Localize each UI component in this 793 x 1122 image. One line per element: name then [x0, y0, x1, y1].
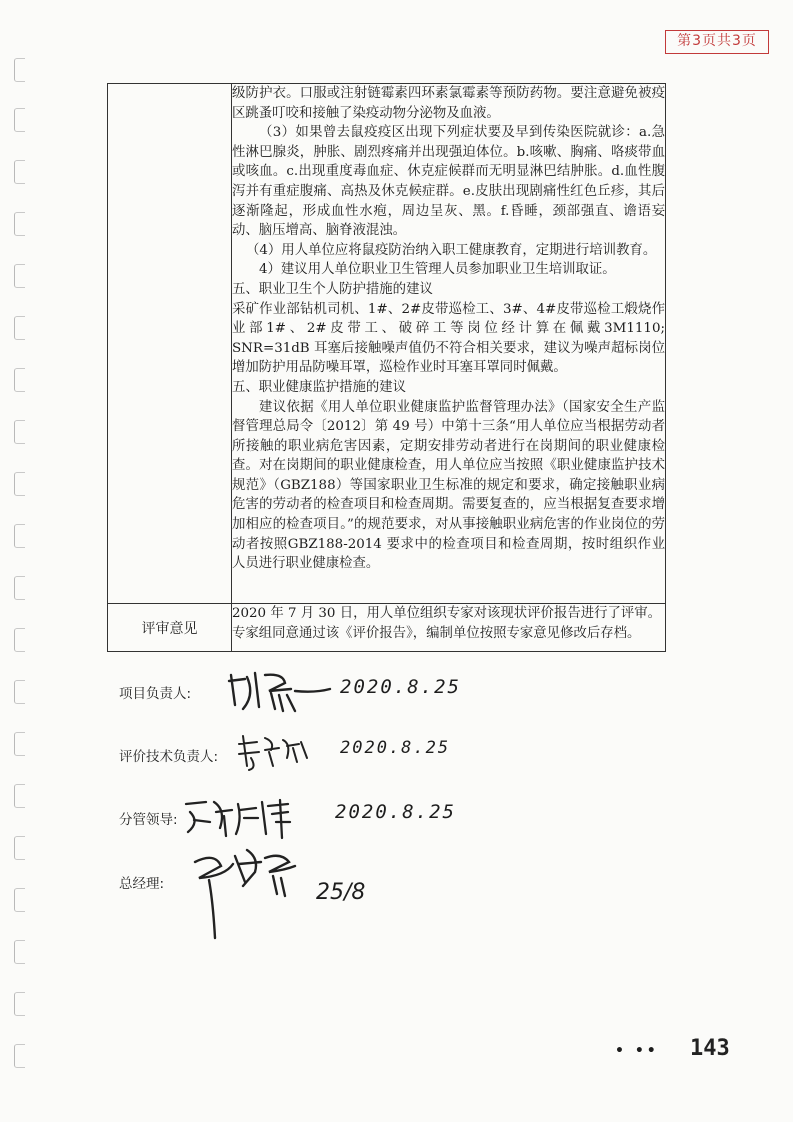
section-heading-ppe: 五、职业卫生个人防护措施的建议	[232, 281, 433, 297]
date-project-lead: 2020.8.25	[340, 676, 461, 698]
evaluation-table	[107, 83, 666, 652]
section-heading-health: 五、职业健康监护措施的建议	[232, 379, 407, 395]
review-line-1: 2020 年 7 月 30 日，用人单位组织专家对该现状评价报告进行了评审。	[232, 606, 662, 621]
review-opinion-cell	[232, 604, 666, 652]
paragraph-0: 级防护衣。口服或注射链霉素四环素氯霉素等预防药物。要注意避免被疫区跳蚤叮咬和接触了染疫动物分泌物及血液。	[232, 86, 665, 121]
signer-role-general-manager: 总经理:	[119, 876, 165, 892]
page-number: 143	[690, 1036, 730, 1061]
signature-tech-lead	[235, 728, 320, 772]
signer-role-supervisor: 分管领导:	[119, 812, 178, 828]
binding-holes	[14, 40, 28, 1100]
review-label: 评审意见	[108, 604, 232, 652]
date-supervisor: 2020.8.25	[335, 801, 456, 823]
page-count-stamp: 第3页共3页	[665, 30, 769, 54]
paragraph-ppe: 采矿作业部钻机司机、1#、2#皮带巡检工、3#、4#皮带巡检工煅烧作业部1#、2#皮带工、破碎工等岗位经计算在佩戴3M1110; SNR=31dB 耳塞后接触噪声值仍不符合相关要求，建议为噪声超标岗位增加防护用品防噪耳罩，巡检作业时耳塞耳罩同时佩戴。	[232, 301, 665, 376]
signature-supervisor	[180, 792, 305, 842]
date-general-manager: 25/8	[316, 880, 366, 905]
paragraph-3: 4）建议用人单位职业卫生管理人员参加职业卫生培训取证。	[259, 262, 616, 278]
paragraph-health: 建议依据《用人单位职业健康监护监督管理办法》（国家安全生产监督管理总局令〔2012〕第 49 号）中第十三条“用人单位应当根据劳动者所接触的职业病危害因素，定期安排劳动者进行在岗期间的职业健康检查。对在岗期间的职业健康检查，用人单位应当按照《职业健康监护技术规范》（GBZ188）等国家职业卫生标准的规定和要求，确定接触职业病危害的劳动者的检查项目和检查周期。需要复查的，应当根据复查要求增加相应的检查项目。”的规范要求，对从事接触职业病危害的作业岗位的劳动者按照GBZ188-2014 要求中的检查项目和检查周期，按时组织作业人员进行职业健康检查。	[232, 399, 665, 572]
signature-project-lead	[225, 665, 335, 715]
recommendations-cell	[232, 84, 666, 604]
signer-role-tech-lead: 评价技术负责人:	[119, 749, 219, 765]
signature-general-manager	[185, 842, 305, 942]
review-line-2: 专家组同意通过该《评价报告》，编制单位按照专家意见修改后存档。	[232, 625, 641, 641]
paragraph-1: （3）如果曾去鼠疫疫区出现下列症状要及早到传染医院就诊：a.急性淋巴腺炎，肿胀、剧烈疼痛并出现强迫体位。b.咳嗽、胸痛、咯痰带血或咳血。c.出现重度毒血症、休克症候群而无明显淋巴结肿胀。d.血性腹泻并有重症腹痛、高热及休克候症群。e.皮肤出现剧痛性红色丘疹，其后逐渐隆起，形成血性水疱，周边呈灰、黑。f.昏睡，颈部强直、谵语妄动、脑压增高、脑脊液混浊。	[232, 125, 665, 239]
footer-dots: • ••	[615, 1043, 659, 1059]
signer-role-project-lead: 项目负责人:	[119, 686, 192, 702]
empty-label-cell	[108, 84, 232, 604]
date-tech-lead: 2020.8.25	[340, 738, 451, 758]
paragraph-2: （4）用人单位应将鼠疫防治纳入职工健康教育，定期进行培训教育。	[246, 242, 657, 258]
